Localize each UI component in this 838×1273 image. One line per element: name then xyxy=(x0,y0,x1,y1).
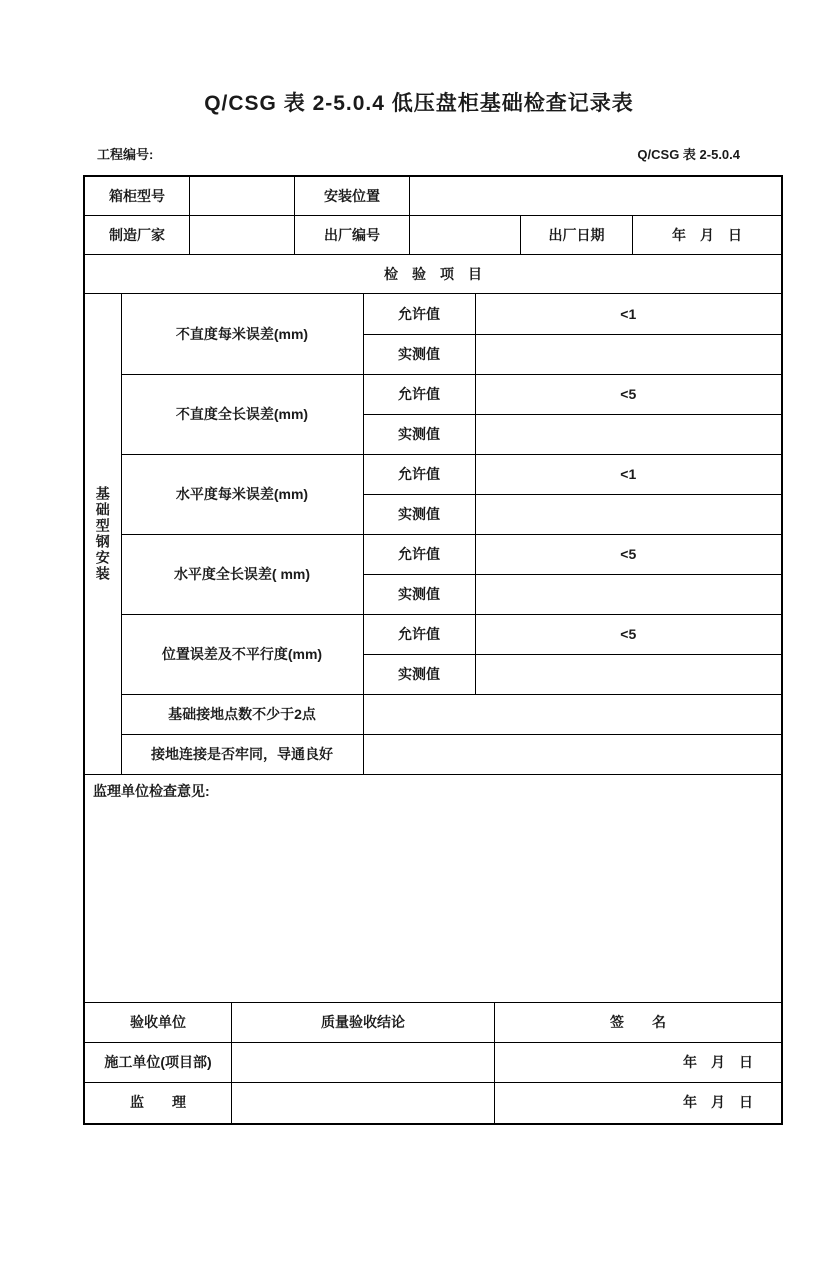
supervisor-label: 监 理 xyxy=(85,1083,232,1123)
manufacturer-value-cell[interactable] xyxy=(190,216,295,255)
supervisor-conclusion-cell[interactable] xyxy=(232,1083,495,1123)
install-location-label: 安装位置 xyxy=(295,177,410,216)
allowed-value-label: 允许值 xyxy=(363,614,475,654)
signature-header: 签 名 xyxy=(495,1003,781,1043)
allowed-value: <1 xyxy=(475,294,781,334)
table-row xyxy=(85,614,781,654)
grounding-connection-item: 接地连接是否牢同，导通良好 xyxy=(121,734,363,774)
measured-value-label: 实测值 xyxy=(363,334,475,374)
page-title: Q/CSG 表 2-5.0.4 低压盘柜基础检查记录表 xyxy=(204,92,634,115)
measured-value-cell[interactable] xyxy=(475,494,781,534)
allowed-value: <1 xyxy=(475,454,781,494)
inspection-record-form xyxy=(83,175,783,1125)
grounding-points-item: 基础接地点数不少于2点 xyxy=(121,694,363,734)
inspection-group-label: 基础型钢安装 xyxy=(85,294,121,774)
table-row xyxy=(85,374,781,414)
cabinet-model-value-cell[interactable] xyxy=(190,177,295,216)
table-row xyxy=(85,734,781,774)
grounding-points-value-cell[interactable] xyxy=(363,694,781,734)
supervision-opinion-area[interactable] xyxy=(85,775,781,1003)
meta-row xyxy=(83,144,783,163)
allowed-value-label: 允许值 xyxy=(363,534,475,574)
inspection-section-title: 检 验 项 目 xyxy=(85,255,781,294)
allowed-value: <5 xyxy=(475,374,781,414)
header-info-section xyxy=(85,177,781,255)
acceptance-unit-header: 验收单位 xyxy=(85,1003,232,1043)
construction-sign-date[interactable]: 年 月 日 xyxy=(495,1043,781,1083)
supervisor-sign-date[interactable]: 年 月 日 xyxy=(683,1094,753,1111)
measured-value-label: 实测值 xyxy=(363,654,475,694)
construction-conclusion-cell[interactable] xyxy=(232,1043,495,1083)
measured-value-cell[interactable] xyxy=(475,654,781,694)
factory-number-value-cell[interactable] xyxy=(410,216,521,255)
table-row xyxy=(85,454,781,494)
form-code: Q/CSG 表 2-5.0.4 xyxy=(637,147,740,162)
factory-date-value[interactable]: 年 月 日 xyxy=(633,216,781,255)
allowed-value: <5 xyxy=(475,534,781,574)
measured-value-cell[interactable] xyxy=(475,334,781,374)
cabinet-model-label: 箱柜型号 xyxy=(85,177,190,216)
inspection-item-name: 水平度每米误差(mm) xyxy=(121,454,363,534)
allowed-value-label: 允许值 xyxy=(363,374,475,414)
table-row xyxy=(85,534,781,574)
table-row xyxy=(85,694,781,734)
table-row xyxy=(85,294,781,334)
factory-date-label: 出厂日期 xyxy=(521,216,633,255)
factory-number-label: 出厂编号 xyxy=(295,216,410,255)
allowed-value: <5 xyxy=(475,614,781,654)
checklist-table xyxy=(85,294,781,775)
inspection-item-name: 不直度全长误差(mm) xyxy=(121,374,363,454)
project-number-label: 工程编号: xyxy=(97,147,154,162)
measured-value-label: 实测值 xyxy=(363,574,475,614)
measured-value-label: 实测值 xyxy=(363,494,475,534)
install-location-value-cell[interactable] xyxy=(410,177,781,216)
construction-unit-label: 施工单位(项目部) xyxy=(85,1043,232,1083)
allowed-value-label: 允许值 xyxy=(363,454,475,494)
inspection-item-name: 水平度全长误差( mm) xyxy=(121,534,363,614)
quality-conclusion-header: 质量验收结论 xyxy=(232,1003,495,1043)
measured-value-cell[interactable] xyxy=(475,414,781,454)
measured-value-label: 实测值 xyxy=(363,414,475,454)
inspection-item-name: 位置误差及不平行度(mm) xyxy=(121,614,363,694)
measured-value-cell[interactable] xyxy=(475,574,781,614)
allowed-value-label: 允许值 xyxy=(363,294,475,334)
supervision-opinion-label: 监理单位检查意见: xyxy=(93,782,210,799)
grounding-connection-value-cell[interactable] xyxy=(363,734,781,774)
signoff-section xyxy=(85,1003,781,1123)
manufacturer-label: 制造厂家 xyxy=(85,216,190,255)
inspection-item-name: 不直度每米误差(mm) xyxy=(121,294,363,374)
